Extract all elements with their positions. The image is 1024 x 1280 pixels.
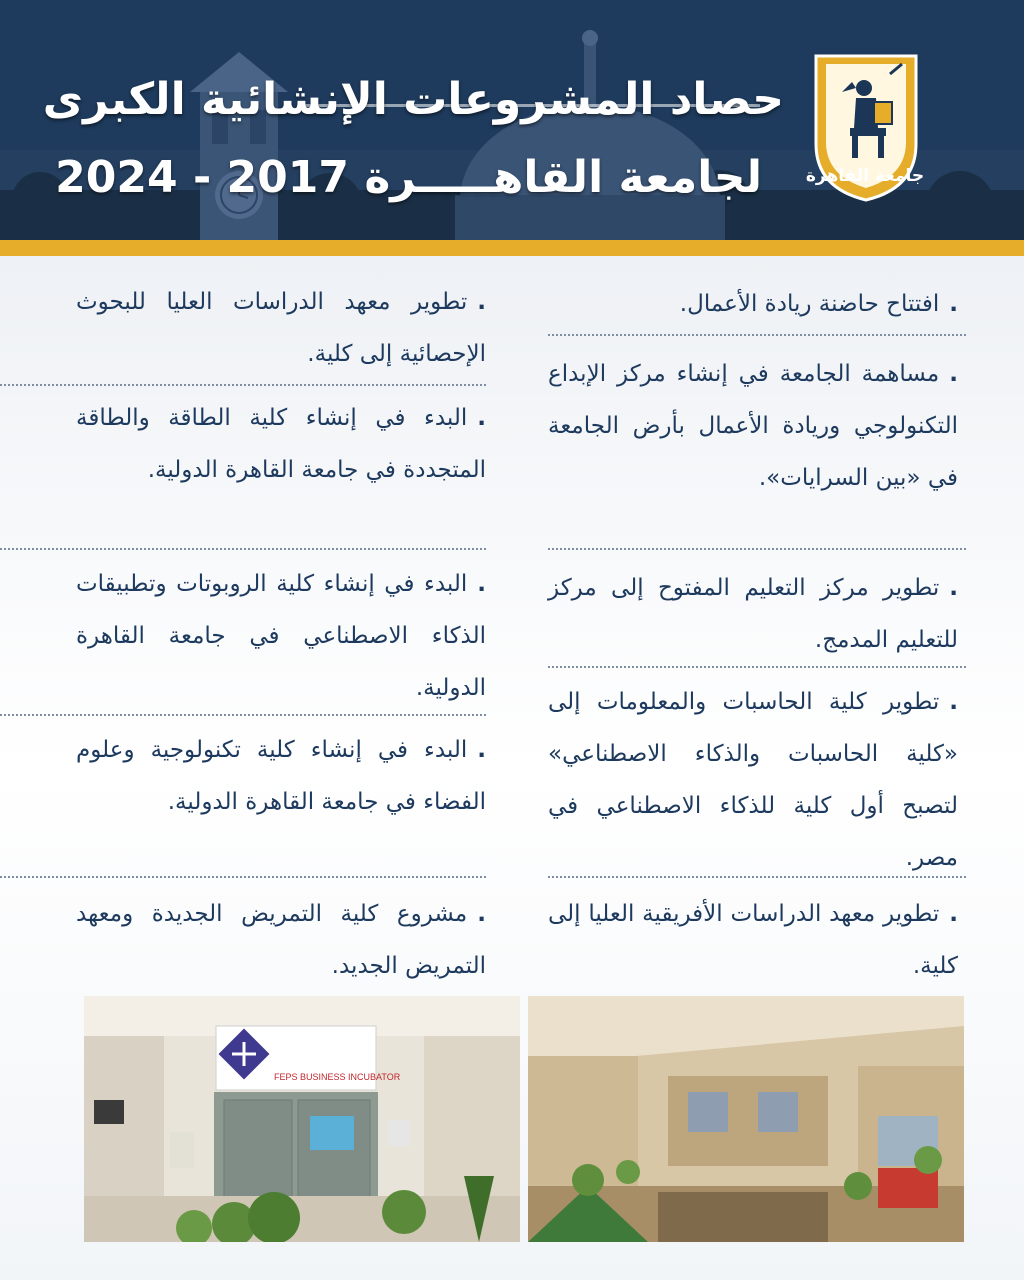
list-item [548, 348, 958, 504]
list-item [548, 676, 958, 884]
item-separator [548, 334, 966, 336]
item-separator [548, 666, 966, 668]
incubator-photo [84, 996, 520, 1242]
list-item [548, 278, 958, 330]
bullet-dot: . [949, 361, 958, 387]
item-separator [0, 548, 486, 550]
item-text: تطوير معهد الدراسات العليا للبحوث الإحصائية إلى كلية. [76, 289, 486, 367]
list-item [76, 724, 486, 828]
item-text: تطوير معهد الدراسات الأفريقية العليا إلى كلية. [548, 901, 958, 979]
page-title: حصاد المشروعات الإنشائية الكبرى [42, 74, 784, 125]
list-item [76, 888, 486, 992]
list-item [76, 558, 486, 714]
list-item [76, 276, 486, 380]
bullet-dot: . [949, 575, 958, 601]
bullet-dot: . [477, 737, 486, 763]
item-text: البدء في إنشاء كلية الروبوتات وتطبيقات الذكاء الاصطناعي في جامعة القاهرة الدولية. [76, 571, 486, 701]
bullet-dot: . [477, 901, 486, 927]
list-item [548, 888, 958, 992]
bullet-dot: . [477, 289, 486, 315]
item-text: مساهمة الجامعة في إنشاء مركز الإبداع التكنولوجي وريادة الأعمال بأرض الجامعة في «بين السرايات». [548, 361, 958, 491]
bullet-dot: . [949, 689, 958, 715]
item-text: البدء في إنشاء كلية الطاقة والطاقة المتجددة في جامعة القاهرة الدولية. [76, 405, 486, 483]
page-subtitle: لجامعة القاهـــــرة 2017 - 2024 [55, 152, 762, 203]
item-separator [0, 384, 486, 386]
item-separator [0, 876, 486, 878]
item-separator [0, 714, 486, 716]
bullet-dot: . [477, 405, 486, 431]
item-separator [548, 548, 966, 550]
list-item [76, 392, 486, 496]
gold-divider [0, 240, 1024, 256]
header-banner [0, 0, 1024, 244]
bullet-dot: . [949, 291, 958, 317]
item-text: البدء في إنشاء كلية تكنولوجية وعلوم الفضاء في جامعة القاهرة الدولية. [76, 737, 486, 815]
atrium-photo [528, 996, 964, 1242]
logo-caption: جامعة القاهرة [805, 166, 925, 186]
item-text: افتتاح حاضنة ريادة الأعمال. [679, 291, 940, 317]
bullet-dot: . [477, 571, 486, 597]
item-text: مشروع كلية التمريض الجديدة ومعهد التمريض الجديد. [76, 901, 486, 979]
item-separator [548, 876, 966, 878]
item-text: تطوير مركز التعليم المفتوح إلى مركز للتعليم المدمج. [548, 575, 958, 653]
incubator-sign-text: FEPS BUSINESS INCUBATOR [274, 1072, 401, 1082]
bullet-dot: . [949, 901, 958, 927]
list-item [548, 562, 958, 666]
item-text: تطوير كلية الحاسبات والمعلومات إلى «كلية الحاسبات والذكاء الاصطناعي» لتصبح أول كلية للذكاء الاصطناعي في مصر. [548, 689, 958, 871]
